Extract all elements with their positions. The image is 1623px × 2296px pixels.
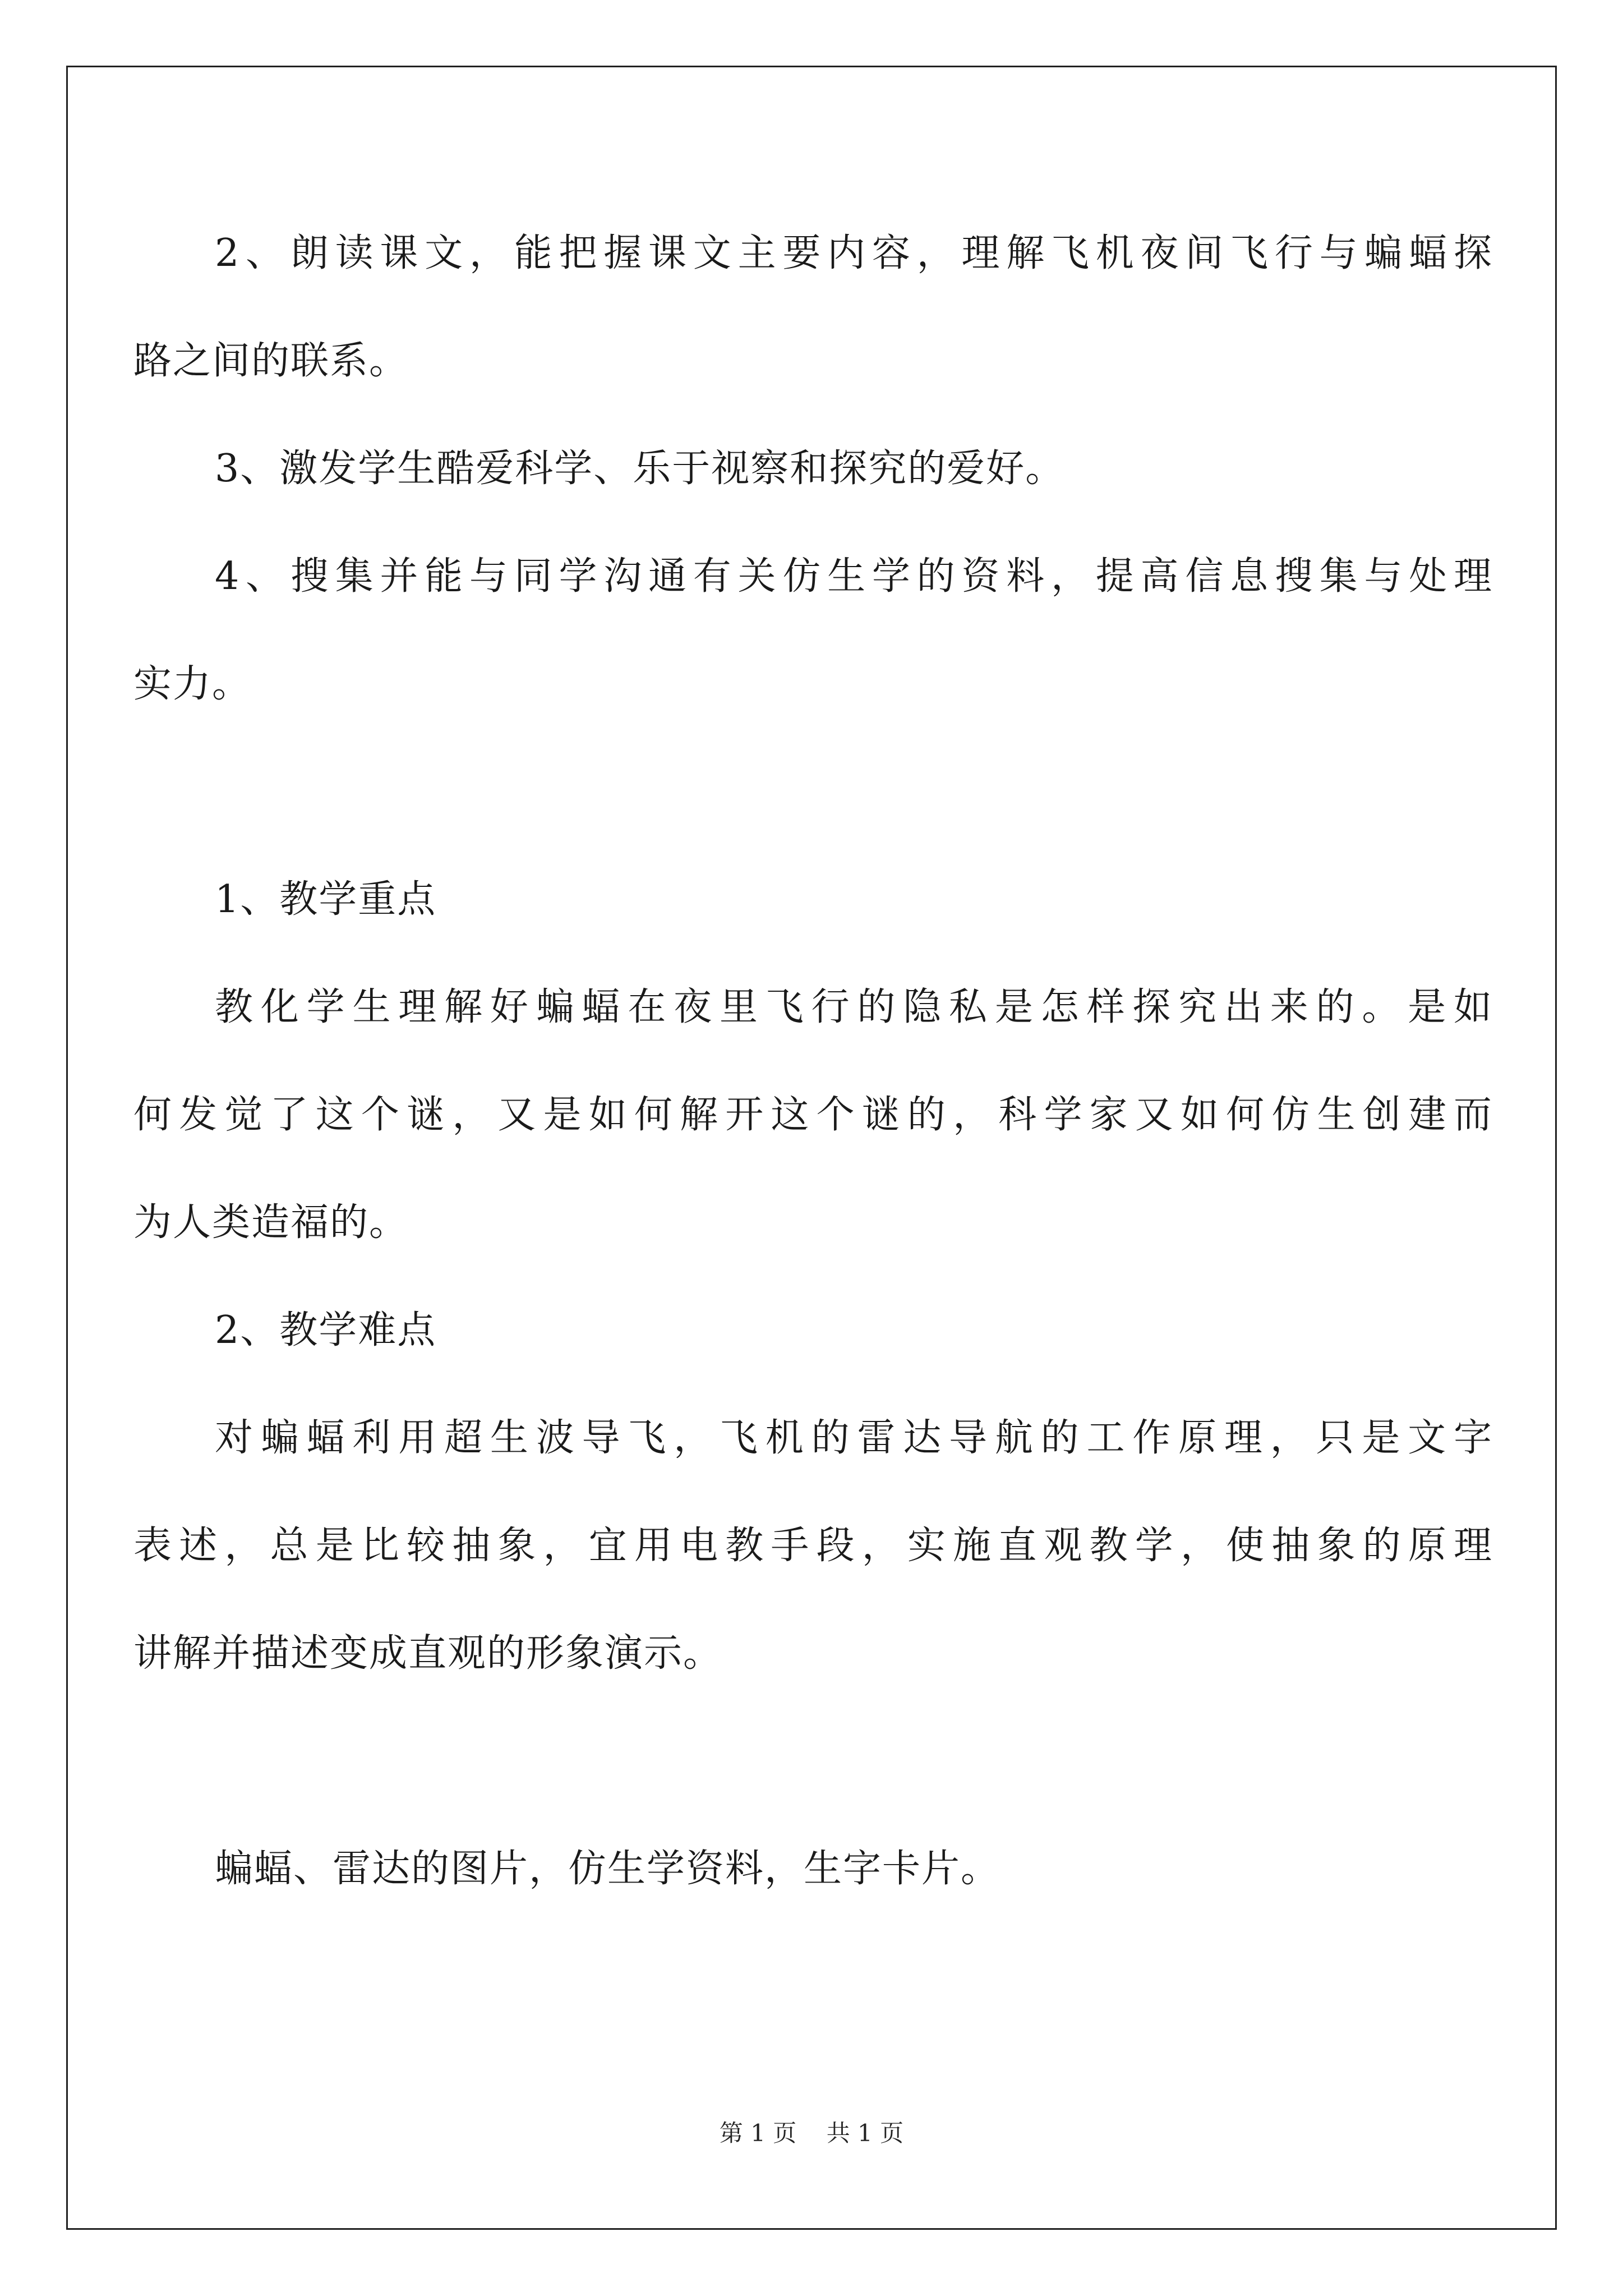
page-number-footer: 第 1 页 共 1 页 (719, 2119, 904, 2147)
paragraph-focus-line-1: 教化学生理解好蝙蝠在夜里飞行的隐私是怎样探究出来的。是如 (215, 985, 1493, 1029)
paragraph-difficulty-line-1: 对蝙蝠利用超生波导飞，飞机的雷达导航的工作原理，只是文字 (215, 1416, 1493, 1460)
paragraph-focus-line-2: 何发觉了这个谜，又是如何解开这个谜的，科学家又如何仿生创建而 (133, 1093, 1493, 1137)
paragraph-objective-3: 3、激发学生酷爱科学、乐于视察和探究的爱好。 (215, 447, 1065, 491)
paragraph-focus-line-3: 为人类造福的。 (133, 1200, 409, 1245)
paragraph-difficulty-line-3: 讲解并描述变成直观的形象演示。 (133, 1631, 723, 1676)
heading-teaching-focus: 1、教学重点 (215, 877, 437, 922)
paragraph-objective-2-line-1: 2、朗读课文，能把握课文主要内容，理解飞机夜间飞行与蝙蝠探 (215, 231, 1493, 275)
paragraph-objective-4-line-2: 实力。 (133, 662, 252, 706)
paragraph-objective-2-line-2: 路之间的联系。 (133, 339, 409, 383)
page-border (66, 66, 1557, 2230)
paragraph-difficulty-line-2: 表述，总是比较抽象，宜用电教手段，实施直观教学，使抽象的原理 (133, 1524, 1493, 1568)
heading-teaching-difficulty: 2、教学难点 (215, 1308, 437, 1352)
paragraph-objective-4-line-1: 4、搜集并能与同学沟通有关仿生学的资料，提高信息搜集与处理 (215, 554, 1493, 599)
paragraph-materials: 蝙蝠、雷达的图片，仿生学资料，生字卡片。 (215, 1847, 1000, 1891)
